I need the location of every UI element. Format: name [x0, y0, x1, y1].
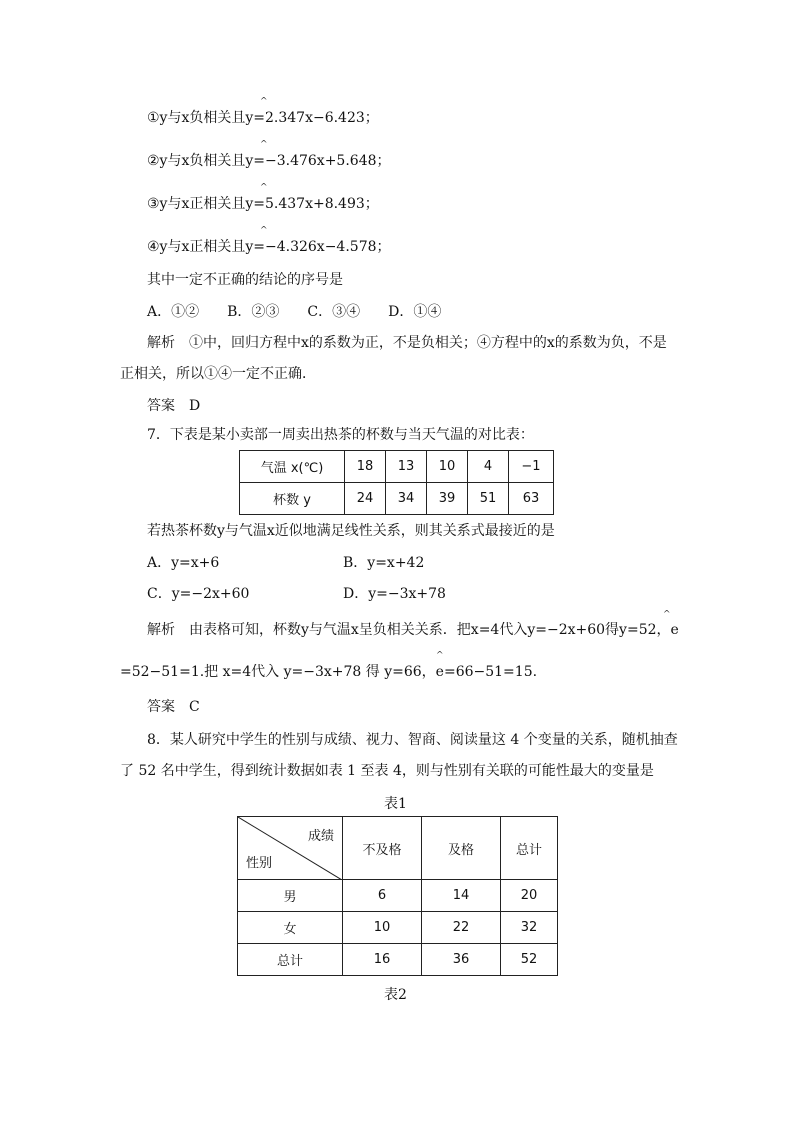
table-cell: 22 — [422, 912, 501, 944]
table-row — [238, 944, 558, 976]
row-header-label: 性别 — [246, 856, 273, 871]
corner-header-cell — [238, 817, 343, 880]
table-cell: 20 — [501, 880, 558, 912]
table-cell: 4 — [468, 451, 509, 483]
table-cell: 39 — [427, 483, 468, 515]
table-cell: 6 — [343, 880, 422, 912]
table-row — [238, 880, 558, 912]
hat-mark: ^ — [663, 610, 671, 620]
option-c: C．y=−2x+60 — [147, 586, 250, 602]
answer-6: 答案 D — [147, 398, 201, 414]
hat-mark: ^ — [260, 97, 268, 107]
table-cell: 34 — [386, 483, 427, 515]
option-1: ①y与x负相关且y=2.347x−6.423； — [147, 110, 379, 126]
table-cell: 13 — [386, 451, 427, 483]
analysis-6-line-1: 解析 ①中，回归方程中x的系数为正，不是负相关；④方程中的x的系数为负，不是 — [147, 335, 667, 351]
hat-mark: ^ — [260, 140, 268, 150]
question-8-stem-line-1: 8．某人研究中学生的性别与成绩、视力、智商、阅读量这 4 个变量的关系，随机抽查 — [147, 732, 678, 748]
table-header-cell: 及格 — [422, 817, 501, 880]
option-4: ④y与x正相关且y=−4.326x−4.578； — [147, 239, 391, 255]
table-row — [240, 451, 554, 483]
table-cell: 气温 x(℃) — [240, 451, 345, 483]
hat-mark: ^ — [260, 226, 268, 236]
table-1-caption: 表1 — [384, 796, 407, 812]
table-cell: 10 — [427, 451, 468, 483]
table-cell: 18 — [345, 451, 386, 483]
table-row — [240, 483, 554, 515]
question-7-stem: 7．下表是某小卖部一周卖出热茶的杯数与当天气温的对比表： — [147, 427, 534, 443]
table-cell: −1 — [509, 451, 554, 483]
column-header-label: 成绩 — [307, 829, 334, 844]
question-7-prompt: 若热茶杯数y与气温x近似地满足线性关系，则其关系式最接近的是 — [147, 523, 555, 539]
option-a: A．y=x+6 — [147, 555, 220, 571]
table-row — [238, 817, 558, 880]
analysis-7-line-2: =52−51=1.把 x=4代入 y=−3x+78 得 y=66，e=66−51=15. — [120, 664, 538, 680]
table-cell: 总计 — [238, 944, 343, 976]
gender-score-table — [237, 816, 558, 976]
question-8-stem-line-2: 了 52 名中学生，得到统计数据如表 1 至表 4，则与性别有关联的可能性最大的变量是 — [120, 763, 654, 779]
table-header-cell: 总计 — [501, 817, 558, 880]
table-cell: 杯数 y — [240, 483, 345, 515]
analysis-7-line-1: 解析 由表格可知，杯数y与气温x呈负相关关系．把x=4代入y=−2x+60得y=52，e — [147, 622, 679, 638]
hat-mark: ^ — [436, 651, 444, 661]
option-2: ②y与x负相关且y=−3.476x+5.648； — [147, 153, 391, 169]
table-header-cell: 不及格 — [343, 817, 422, 880]
table-cell: 16 — [343, 944, 422, 976]
option-b: B．y=x+42 — [343, 555, 425, 571]
table-cell: 24 — [345, 483, 386, 515]
option-d: D．y=−3x+78 — [343, 586, 446, 602]
hat-mark: ^ — [260, 183, 268, 193]
table-cell: 52 — [501, 944, 558, 976]
table-cell: 女 — [238, 912, 343, 944]
option-3: ③y与x正相关且y=5.437x+8.493； — [147, 196, 379, 212]
table-cell: 63 — [509, 483, 554, 515]
table-cell: 男 — [238, 880, 343, 912]
question-6-prompt: 其中一定不正确的结论的序号是 — [147, 272, 343, 288]
table-cell: 51 — [468, 483, 509, 515]
question-6-choices: A．①② B．②③ C．③④ D．①④ — [147, 304, 442, 320]
table-cell: 10 — [343, 912, 422, 944]
temperature-table — [239, 450, 554, 515]
analysis-6-line-2: 正相关，所以①④一定不正确． — [120, 366, 316, 382]
table-cell: 32 — [501, 912, 558, 944]
table-cell: 36 — [422, 944, 501, 976]
table-row — [238, 912, 558, 944]
table-cell: 14 — [422, 880, 501, 912]
table-2-caption: 表2 — [384, 987, 407, 1003]
answer-7: 答案 C — [147, 699, 200, 715]
